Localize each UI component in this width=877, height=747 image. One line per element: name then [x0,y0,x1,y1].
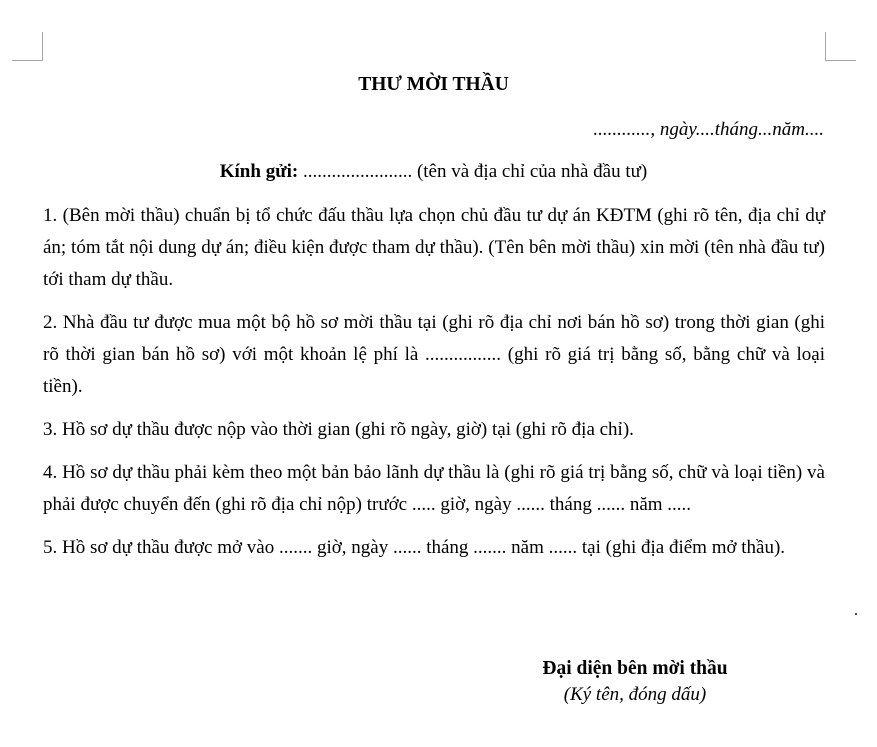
signature-block [515,656,755,708]
paragraph-2: 2. Nhà đầu tư được mua một bộ hồ sơ mời thầu tại (ghi rõ địa chỉ nơi bán hồ sơ) trong thời gian (ghi rõ thời gian bán hồ sơ) với một khoản lệ phí là ................ (ghi rõ giá trị bằng số, bằng chữ và loại tiền). [43,312,825,397]
page-corner-mark-top-right [825,32,856,61]
document-body [43,200,825,575]
page-corner-mark-top-left [12,32,43,61]
signature-note: (Ký tên, đóng dấu) [563,684,707,705]
paragraph-5: 5. Hồ sơ dự thầu được mở vào ....... giờ, ngày ...... tháng ....... năm ...... tại (ghi địa điểm mở thầu). [43,537,786,558]
document-title: THƯ MỜI THẦU [358,74,509,95]
greeting-line [0,159,867,185]
greeting-label: Kính gửi: [219,161,299,182]
paragraph-1: 1. (Bên mời thầu) chuẩn bị tổ chức đấu thầu lựa chọn chủ đầu tư dự án KĐTM (ghi rõ tên, địa chỉ dự án; tóm tắt nội dung dự án; điều kiện được tham dự thầu). (Tên bên mời thầu) xin mời (tên nhà đầu tư) tới tham dự thầu. [43,205,825,290]
paragraph-4: 4. Hồ sơ dự thầu phải kèm theo một bản bảo lãnh dự thầu là (ghi rõ giá trị bằng số, chữ và loại tiền) và phải được chuyển đến (ghi rõ địa chỉ nộp) trước ..... giờ, ngày ...... tháng ...... năm ..... [43,462,825,515]
signature-title: Đại diện bên mời thầu [542,658,728,679]
paragraph-3: 3. Hồ sơ dự thầu được nộp vào thời gian (ghi rõ ngày, giờ) tại (ghi rõ địa chỉ). [43,419,634,440]
text-cursor-mark [855,613,857,615]
greeting-recipient: ....................... (tên và địa chỉ của nhà đầu tư) [298,161,648,182]
date-line: ............, ngày....tháng...năm.... [593,119,824,140]
